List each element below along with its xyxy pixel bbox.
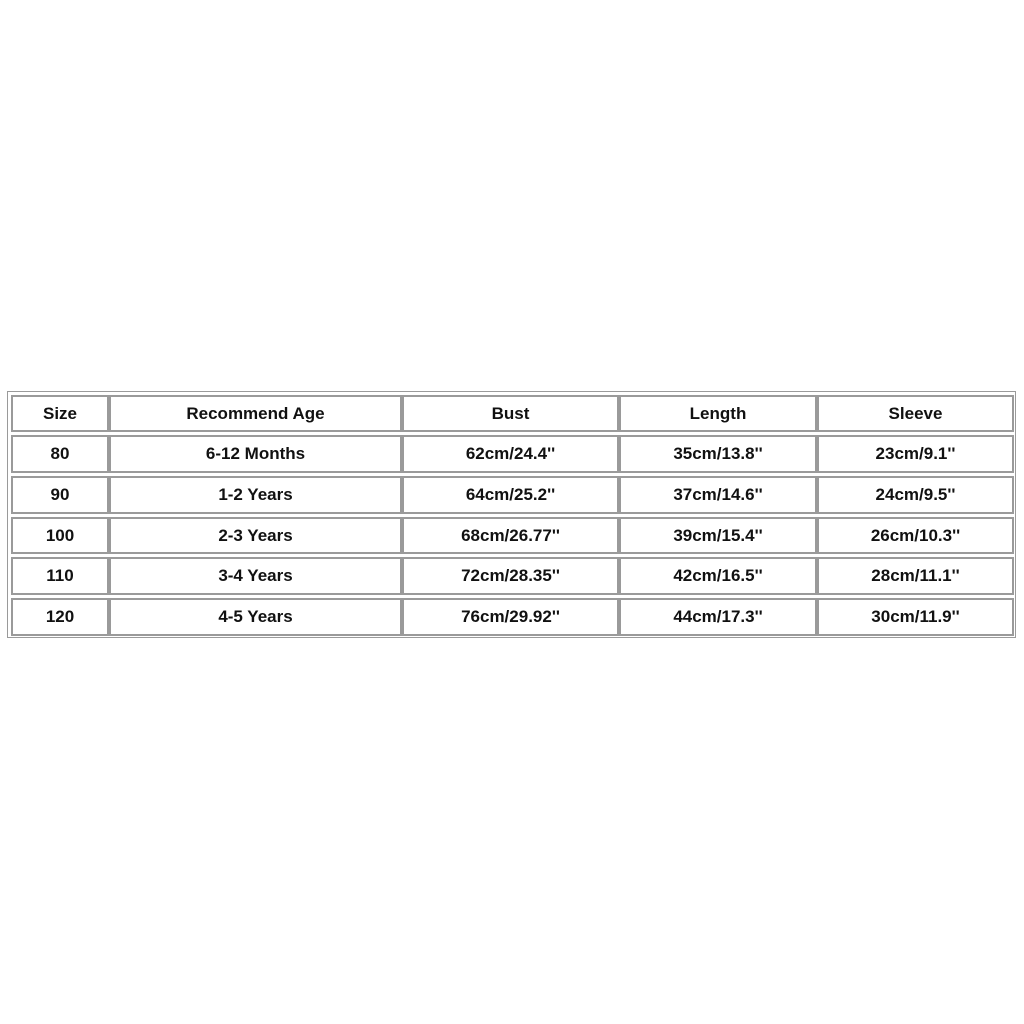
cell-recommend-age: 2-3 Years — [109, 517, 402, 554]
header-bust: Bust — [402, 395, 619, 432]
cell-sleeve: 23cm/9.1'' — [817, 435, 1014, 473]
cell-length: 44cm/17.3'' — [619, 598, 817, 636]
cell-bust: 68cm/26.77'' — [402, 517, 619, 554]
cell-size: 80 — [11, 435, 109, 473]
cell-size: 120 — [11, 598, 109, 636]
header-sleeve: Sleeve — [817, 395, 1014, 432]
cell-bust: 72cm/28.35'' — [402, 557, 619, 595]
cell-recommend-age: 6-12 Months — [109, 435, 402, 473]
header-size: Size — [11, 395, 109, 432]
cell-recommend-age: 3-4 Years — [109, 557, 402, 595]
cell-recommend-age: 4-5 Years — [109, 598, 402, 636]
cell-size: 90 — [11, 476, 109, 514]
cell-size: 110 — [11, 557, 109, 595]
size-chart-table — [7, 391, 1016, 638]
cell-length: 35cm/13.8'' — [619, 435, 817, 473]
cell-size: 100 — [11, 517, 109, 554]
header-length: Length — [619, 395, 817, 432]
cell-sleeve: 28cm/11.1'' — [817, 557, 1014, 595]
cell-bust: 64cm/25.2'' — [402, 476, 619, 514]
cell-recommend-age: 1-2 Years — [109, 476, 402, 514]
header-recommend-age: Recommend Age — [109, 395, 402, 432]
cell-sleeve: 24cm/9.5'' — [817, 476, 1014, 514]
cell-sleeve: 30cm/11.9'' — [817, 598, 1014, 636]
cell-bust: 76cm/29.92'' — [402, 598, 619, 636]
cell-length: 39cm/15.4'' — [619, 517, 817, 554]
cell-length: 42cm/16.5'' — [619, 557, 817, 595]
cell-length: 37cm/14.6'' — [619, 476, 817, 514]
cell-sleeve: 26cm/10.3'' — [817, 517, 1014, 554]
cell-bust: 62cm/24.4'' — [402, 435, 619, 473]
